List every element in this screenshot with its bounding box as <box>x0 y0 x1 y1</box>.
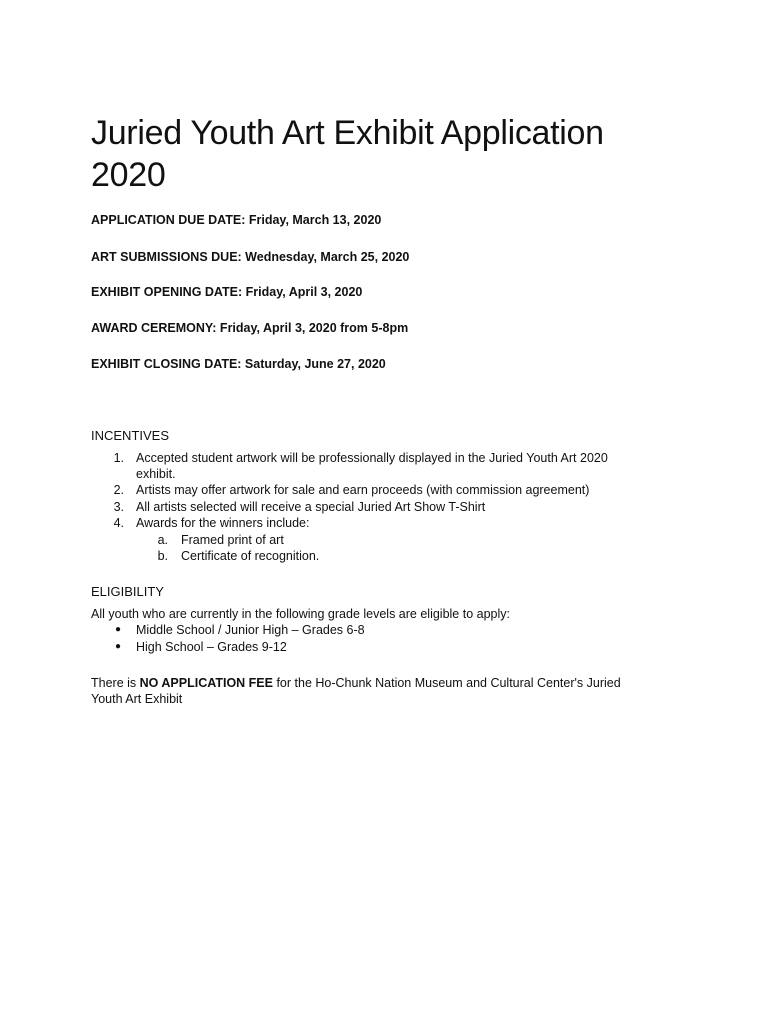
list-item: Awards for the winners include: <box>136 516 310 530</box>
list-marker: 4. <box>113 516 124 530</box>
bullet-icon: ● <box>114 624 122 635</box>
exhibit-closing-date: EXHIBIT CLOSING DATE: Saturday, June 27, 2020 <box>91 357 386 371</box>
fee-note-prefix: There is <box>91 676 140 690</box>
list-item: All artists selected will receive a special Juried Art Show T-Shirt <box>136 500 486 514</box>
eligibility-heading: ELIGIBILITY <box>91 584 164 599</box>
list-item: Middle School / Junior High – Grades 6-8 <box>136 623 365 637</box>
title-line-2: 2020 <box>91 156 166 194</box>
document-title <box>91 112 651 196</box>
list-marker: 2. <box>113 483 124 497</box>
sublist-marker: b. <box>157 549 168 563</box>
eligibility-intro: All youth who are currently in the following grade levels are eligible to apply: <box>91 607 510 621</box>
fee-note-suffix: for the Ho-Chunk Nation Museum and Cultural Center's Juried <box>272 676 621 690</box>
award-ceremony-date: AWARD CEREMONY: Friday, April 3, 2020 from 5-8pm <box>91 321 409 335</box>
list-item: Artists may offer artwork for sale and earn proceeds (with commission agreement) <box>136 483 590 497</box>
incentives-heading: INCENTIVES <box>91 428 170 443</box>
title-line-1: Juried Youth Art Exhibit Application <box>91 114 604 152</box>
sublist-item: Framed print of art <box>181 533 284 547</box>
sublist-item: Certificate of recognition. <box>181 549 320 563</box>
art-submissions-due-date: ART SUBMISSIONS DUE: Wednesday, March 25, 2020 <box>91 250 410 264</box>
application-due-date: APPLICATION DUE DATE: Friday, March 13, 2020 <box>91 213 382 227</box>
sublist-marker: a. <box>157 533 168 547</box>
list-item: High School – Grades 9-12 <box>136 640 287 654</box>
bullet-icon: ● <box>114 641 122 652</box>
fee-note-emphasis: NO APPLICATION FEE <box>139 676 273 690</box>
list-item: Accepted student artwork will be professionally displayed in the Juried Youth Art 2020 <box>136 451 608 465</box>
list-marker: 1. <box>113 451 124 465</box>
list-item-continuation: exhibit. <box>136 467 176 481</box>
fee-note <box>91 675 621 691</box>
exhibit-opening-date: EXHIBIT OPENING DATE: Friday, April 3, 2020 <box>91 285 363 299</box>
fee-note-continuation: Youth Art Exhibit <box>91 692 183 706</box>
list-marker: 3. <box>113 500 124 514</box>
